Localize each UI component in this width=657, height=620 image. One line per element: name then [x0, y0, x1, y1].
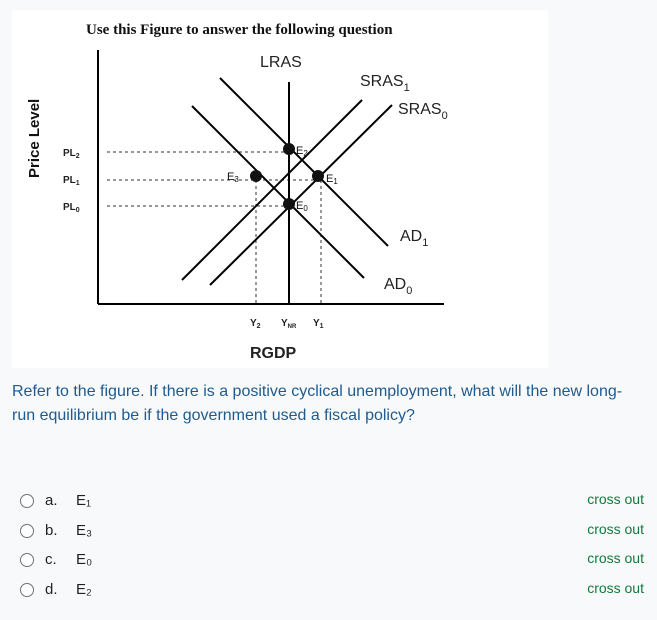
option-text: E₁ — [76, 492, 92, 509]
e3-point — [250, 170, 262, 182]
e1-point — [312, 170, 324, 182]
option-c[interactable] — [20, 547, 650, 577]
cross-out-link[interactable]: cross out — [587, 491, 644, 507]
option-b[interactable] — [20, 518, 650, 548]
x-axis-label: RGDP — [250, 345, 297, 362]
question-text: Refer to the figure. If there is a positive cyclical unemployment, what will the new long-run equilibrium be if the government used a fiscal policy? — [12, 383, 623, 424]
y1-label: $Y_1$ — [313, 318, 324, 330]
option-text: E₀ — [76, 551, 93, 568]
option-letter: b. — [45, 521, 58, 539]
cross-out-link[interactable]: cross out — [587, 550, 644, 566]
radio-button[interactable] — [20, 553, 34, 567]
radio-button[interactable] — [20, 494, 34, 508]
figure-title: Use this Figure to answer the following question — [86, 22, 393, 38]
ad0-label: $AD_0$ — [384, 276, 413, 297]
as-ad-diagram — [12, 10, 548, 368]
ynr-label: $Y_{NR}$ — [281, 318, 297, 330]
sras0-label: $SRAS_0$ — [398, 101, 448, 122]
radio-button[interactable] — [20, 583, 34, 597]
y2-label: $Y_2$ — [250, 318, 261, 330]
e2-point — [283, 143, 295, 155]
option-letter: c. — [45, 551, 57, 568]
pl2-label: $PL_2$ — [63, 148, 80, 160]
sras1-line — [182, 100, 362, 280]
e0-label: E0 — [296, 200, 308, 213]
option-letter: a. — [45, 492, 58, 509]
e3-label: E3 — [227, 171, 239, 184]
sras0-line — [210, 105, 392, 285]
e2-label: E2 — [296, 145, 308, 158]
economics-figure — [12, 10, 548, 368]
ad1-line — [220, 78, 388, 246]
ad1-label: $AD_1$ — [400, 228, 429, 249]
cross-out-link[interactable]: cross out — [587, 579, 644, 596]
ad0-line — [192, 106, 364, 278]
cross-out-link[interactable]: cross out — [587, 520, 644, 537]
pl0-label: $PL_0$ — [63, 202, 80, 214]
sras1-label: $SRAS_1$ — [360, 73, 410, 94]
e1-label: E1 — [326, 173, 338, 186]
lras-label: LRAS — [260, 54, 302, 71]
option-text: E₃ — [76, 521, 93, 539]
option-a[interactable] — [20, 488, 650, 518]
pl1-label: $PL_1$ — [63, 175, 80, 187]
option-text: E₂ — [76, 580, 92, 598]
option-letter: d. — [45, 580, 58, 598]
y-axis-label: Price Level — [26, 98, 43, 178]
radio-button[interactable] — [20, 524, 34, 538]
option-d[interactable] — [20, 577, 650, 607]
answer-options — [20, 488, 650, 606]
e0-point — [283, 198, 295, 210]
